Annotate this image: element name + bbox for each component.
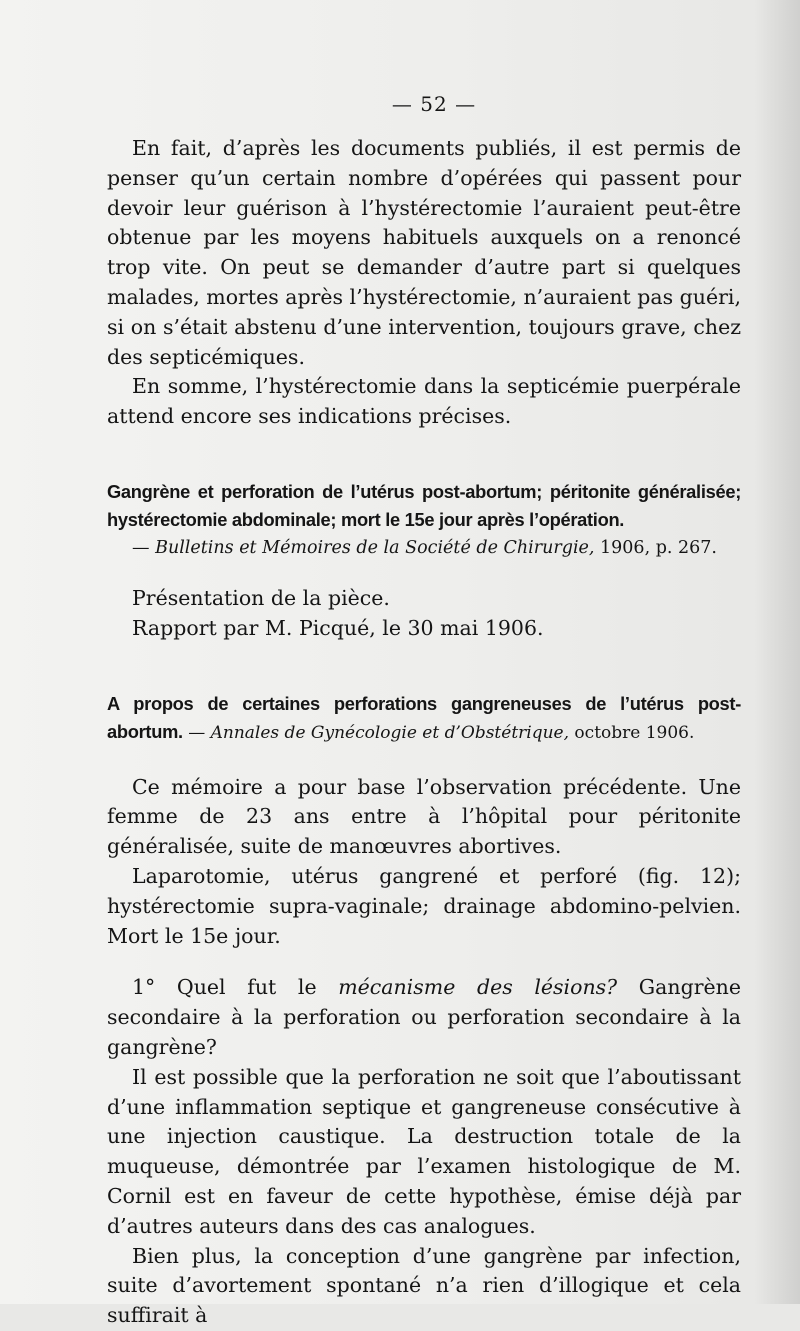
reference-journal: Annales de Gynécologie et d’Obstétrique, (210, 722, 570, 743)
question-start: 1° Quel fut le (132, 975, 339, 1000)
page-number: — 52 — (391, 92, 477, 116)
section-title-gangrene: Gangrène et perforation de l’utérus post-abortum; péritonite généralisée; hystérectomie abdominale; mort le 15e jour après l’opération. (107, 480, 741, 530)
section-title-text: A propos de certaines perforations gangreneuses de l’utérus post-abortum. (107, 692, 741, 742)
reference-dash: — (132, 537, 156, 558)
reference-details: 1906, p. 267. (594, 537, 717, 558)
paragraph-memoir-basis: Ce mémoire a pour base l’observation précédente. Une femme de 23 ans entre à l’hôpital pour péritonite généralisée, suite de manœuvres abortives. (107, 774, 741, 859)
reference-details: octobre 1906. (569, 722, 695, 743)
reference-bulletins (107, 534, 741, 562)
paragraph-hysterectomy-doubts: En fait, d’après les documents publiés, il est permis de penser qu’un certain nombre d’opérées qui passent pour devoir leur guérison à l’hystérectomie l’auraient peut-être obtenue par les moyens habituels auxquels on a renoncé trop vite. On peut se demander d’autre part si quelques malades, mortes après l’hystérectomie, n’auraient pas guéri, si on s’était abstenu d’une intervention, toujours grave, chez des septicémiques. (107, 136, 741, 369)
question-end: Gangrène secondaire à la perforation ou perforation secondaire à la gangrène? (107, 975, 741, 1059)
paragraph-hypothesis: Il est possible que la perforation ne soit que l’aboutissant d’une inflammation septique et gangreneuse consécutive à une injection caustique. La destruction totale de la muqueuse, démontrée par l’examen histologique de M. Cornil est en faveur de cette hypothèse, émise déjà par d’autres auteurs dans des cas analogues. (107, 1064, 741, 1238)
question-emphasis: mécanisme des lésions? (338, 975, 618, 1000)
paragraph-laparotomy: Laparotomie, utérus gangrené et perforé (fig. 12); hystérectomie supra-vaginale; drainage abdomino-pelvien. Mort le 15e jour. (107, 863, 741, 948)
presentation-line: Présentation de la pièce. (132, 585, 390, 610)
reference-journal: Bulletins et Mémoires de la Société de Chirurgie, (155, 537, 595, 558)
paragraph-mechanism-question (107, 973, 741, 1062)
section-title-perforations (107, 690, 741, 747)
page-edge-shadow (754, 0, 800, 1304)
paragraph-conception: Bien plus, la conception d’une gangrène par infection, suite d’avortement spontané n’a rien d’illogique et cela suffirait à (107, 1243, 741, 1328)
report-line: Rapport par M. Picqué, le 30 mai 1906. (132, 615, 544, 640)
paragraph-conclusion: En somme, l’hystérectomie dans la septicémie puerpérale attend encore ses indications précises. (107, 374, 741, 429)
reference-dash: — (182, 722, 211, 743)
page-content (107, 92, 741, 1331)
